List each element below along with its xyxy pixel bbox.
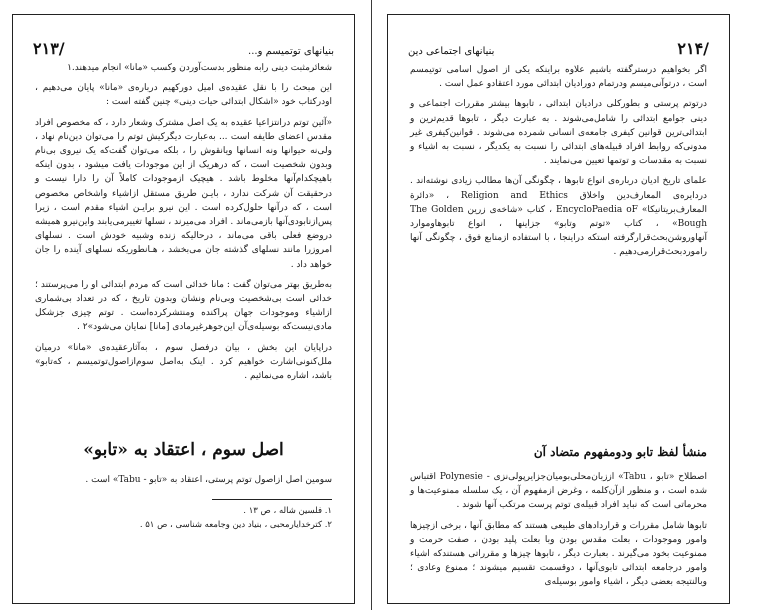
paragraph: تابوها شامل مقررات و قراردادهای طبیعی هستند که مطابق آنها ، برخی ازچیزها وامور وموجودات ، بعلت مقدس بودن وبا بعلت پلید بودن ، صفت حرمت و ممنوعیت بخود می‌گیرند . بعبارت دیگر ، تابوها چیزها و مقرراتی هستندکه اشیاء وامور درجامعه ابتدائی تابوی‌آنها ، دوقسمت تقسیم میشوند ؛ ممنوع وعادی ؛ وبالنتیجه بعضی دیگر ، اشیاء وامور بوسیله‌ی <box>410 520 707 588</box>
paragraph: اگر بخواهیم درستر‌گفته باشیم علاوه براینکه یکی از اصول اسامی توتیمسم است ، درتوآنی‌میسم ودرتمام دوراديان ابتدائی مورد اعتقادو عمل است . <box>410 65 707 90</box>
paragraph: دراپایان این بخش ، بیان درفصل سوم ، به‌آثارعقیده‌ی «مانا» درمیان ملل‌کنونی‌اشارت خواهیم کرد . اینک به‌اصل سوم‌ازاصول‌توتمیسم‌ ، که‌تابو» باشد، اشاره می‌نمائیم . <box>35 342 332 382</box>
footnote: ۲. کترخدایارمحبی ، بنیاد دین وجامعه شناسی ، ص ۵۱ . <box>139 520 332 530</box>
paragraph: این مبحث را با نقل عقیده‌ی امیل دورکهیم درباره‌ی «مانا» پایان می‌دهیم ، اودرکتاب خود «اشکال ابتدائی حیات دینی» چنین گفته است : <box>35 83 332 108</box>
section-heading: اصل سوم ، اعتقاد به «تابو» <box>83 440 284 460</box>
paragraph: شعائرمثبت دینی رابه منظور بدست‌آوردن وکسب «مانا» انجام میدهند.۱ <box>67 63 332 73</box>
section-intro: سومین اصل ازاصول توتم پرستی، اعتقاد به «تابو - Tabu» است . <box>85 475 332 485</box>
right-page-body <box>410 63 707 260</box>
right-page-header <box>408 39 709 58</box>
left-page <box>12 14 355 604</box>
footnote-divider <box>212 499 332 500</box>
section-intro-block <box>35 473 332 487</box>
paragraph: درتوتم پرستی و بطورکلی درادیان ابتدائی ، تابوها بیشتر مقررات اجتماعی و دینی جوامع ابتدائی را شامل‌می‌شوند . به عبارت دیگر ، تابوها قدیم‌ترین و ابتدائی‌ترین قوانین کیفری جامعه‌ی انسانی شمرده می‌شوند . قوانین‌کیفری غیر مدونی‌که روابط افراد قبیله‌های ابتدائی را نسبت به یکدیگر ، نسبت به اشیاء و نسبت به مقدسات و توتمها تعیین می‌نمایند . <box>410 99 707 167</box>
page-number: ۲۱۴/ <box>677 39 709 58</box>
running-title: بنیانهای توتمیسم و... <box>248 46 334 57</box>
quote-paragraph: «آئین توتم درانتزاعیا عقیده به یک اصل مشترک وشعار دارد ، که مخصوص افراد مقدس اعضای طایفه است ... بەعبارت دیگرکیش توتم را می‌توان دین‌نام نهاد ، ولی‌نه حیوانها ونه انسانها ویانقوش را ، بلکه می‌توان گفت‌که یک نیروی بی‌نام وبدون شخصیت است ، که درهریک از این موجودات یافت میشود ، بدون اینکه باهیچکدام‌آنها مخلوط باشد . هیچیک ازموجودات کاملاً آن را دارا نیست و درحقیقت آن شرکت ندارد ، بایـن طریق مستقل ازاشیاء واشخاص مخصوص است ، که درآنها حلول‌کرده است . این نیرو برایـن اشیاء مقدم است ، زیرا پس‌ازنابودی‌آنها بازمی‌ماند . افراد می‌میرند ، نسلها تغییرمی‌یابند واین‌نیرو همیشه دروضع فعلی باقی می‌ماند ، درحالیکه زنده وشبیه خودش است . نسلهای امروزرا مانند نسلهای گذشته جان می‌بخشد ، هـانطوریکه نسلهای آینده را جان خواهد داد . <box>35 117 332 270</box>
running-title: بنیانهای اجتماعی دین <box>408 46 495 57</box>
footnote: ۱. فلسین شاله ، ص ۱۳ . <box>243 506 332 516</box>
page-number: ۲۱۳/ <box>33 39 65 58</box>
subsection-heading: منشأ لفظ تابو ودومفهوم متضاد آن <box>533 445 707 459</box>
paragraph: علمای تاریخ ادیان دربارە‌ی انواع تابوها ، چگونگی آن‌ها مطالب زیادی نوشته‌اند . دردایره‌ی المعارف‌دین واخلاق Religion and Ethics ، «دائرة المعارف‌بریتانیکا» EncycloPaedia oF ، کتاب «شاخه‌ی زرین The Golden Bough» ، کتاب «توتم وتابو» جزاینها ، انواع تابوهاوموارد آنهاوروشن‌بحث‌قرارگرفته استکه دراینجا ، با استفاده ازمنابع فوق ، چگونگی آنها راموردبحث‌قرارمی‌دهیم . <box>410 176 708 258</box>
left-page-header <box>33 39 334 58</box>
left-page-body <box>35 61 332 383</box>
book-gutter <box>371 0 372 610</box>
right-page <box>387 14 730 604</box>
quote-paragraph: به‌طریق بهتر می‌توان گفت : مانا خدائی است که مردم ابتدائی او را می‌پرستند ؛ خدائی است بی‌شخصیت وبی‌نام ونشان وبدون تاریخ ، که در تعداد بی‌شماری ازاشیاء وموجودات جهان پراکنده ومنتشرکرده‌است . توتم چیزی جزشکل مادی‌نیست‌که بوسیله‌ی‌آن این‌جوهرغیرمادی [مانا] نمایان می‌شود»۲ . <box>35 279 332 333</box>
right-page-body-continued <box>410 470 707 590</box>
paragraph: اصطلاح «تابو ، Tabu» اززبان‌محلی‌بومیان‌جزایرپولی‌نزی - Polynesie اقتباس شده است ، و منظور ازآن‌کلمه ، وغرض ازمفهوم آن ، یک سلسله ممنوعیت‌ها و محرماتی است که نباید افراد قبیله‌ی توتم پرست مرتکب آنها شوند . <box>410 472 708 511</box>
footnotes <box>35 504 332 532</box>
